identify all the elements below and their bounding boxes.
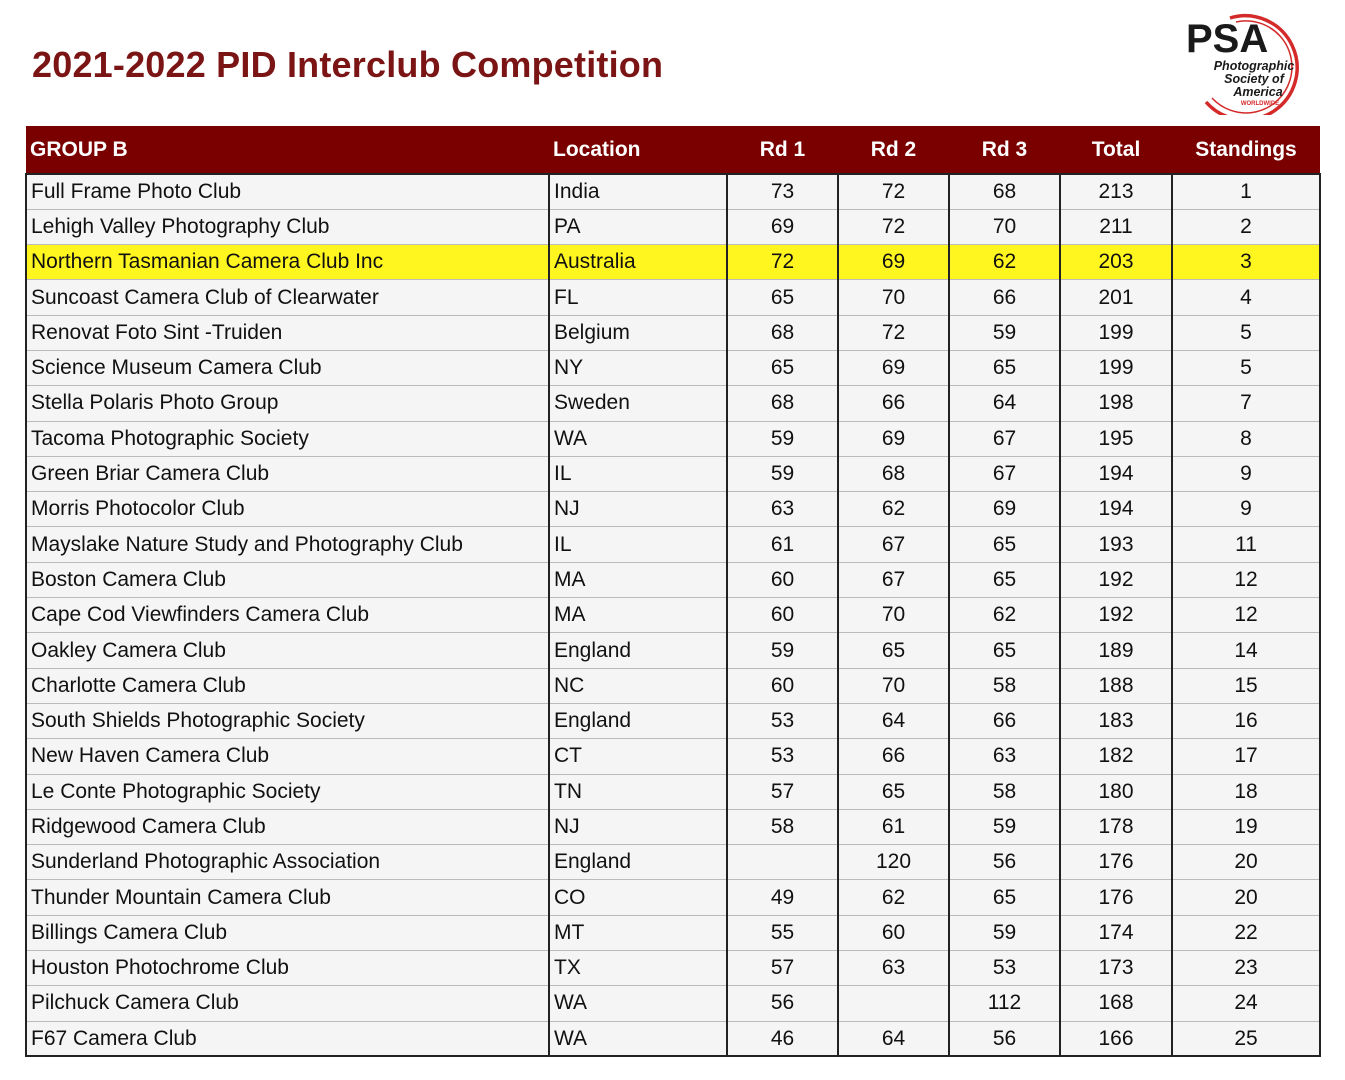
rd1-cell: 58 — [727, 809, 838, 844]
col-header-rd2: Rd 2 — [870, 137, 917, 161]
location-cell: NY — [549, 350, 727, 385]
rd3-cell: 112 — [949, 986, 1060, 1021]
standings-cell: 9 — [1172, 456, 1320, 491]
col-header-location: Location — [553, 137, 641, 161]
rd1-cell — [727, 845, 838, 880]
location-cell: CO — [549, 880, 727, 915]
rd3-cell: 68 — [949, 174, 1060, 209]
rd2-cell: 69 — [838, 245, 949, 280]
rd2-cell: 70 — [838, 668, 949, 703]
table-row — [26, 703, 1320, 738]
standings-cell: 17 — [1172, 739, 1320, 774]
table-row — [26, 421, 1320, 456]
rd3-cell: 65 — [949, 527, 1060, 562]
standings-cell: 14 — [1172, 633, 1320, 668]
page-title: 2021-2022 PID Interclub Competition — [32, 44, 664, 85]
location-cell: India — [549, 174, 727, 209]
rd2-cell: 60 — [838, 915, 949, 950]
club-name-cell: Lehigh Valley Photography Club — [26, 209, 549, 244]
rd2-cell: 70 — [838, 280, 949, 315]
rd3-cell: 67 — [949, 421, 1060, 456]
club-name-cell: Northern Tasmanian Camera Club Inc — [26, 245, 549, 280]
location-cell: IL — [549, 527, 727, 562]
club-name-cell: Le Conte Photographic Society — [26, 774, 549, 809]
standings-cell: 2 — [1172, 209, 1320, 244]
total-cell: 166 — [1060, 1021, 1172, 1056]
rd3-cell: 58 — [949, 668, 1060, 703]
logo-line4: WORLDWIDE — [1240, 101, 1280, 107]
rd2-cell: 61 — [838, 809, 949, 844]
table-row — [26, 809, 1320, 844]
standings-cell: 22 — [1172, 915, 1320, 950]
rd1-cell: 65 — [727, 280, 838, 315]
rd1-cell: 57 — [727, 951, 838, 986]
total-cell: 211 — [1060, 209, 1172, 244]
location-cell: IL — [549, 456, 727, 491]
total-cell: 174 — [1060, 915, 1172, 950]
rd2-cell: 72 — [838, 209, 949, 244]
club-name-cell: Morris Photocolor Club — [26, 492, 549, 527]
total-cell: 195 — [1060, 421, 1172, 456]
table-row — [26, 845, 1320, 880]
location-cell: NC — [549, 668, 727, 703]
club-name-cell: Cape Cod Viewfinders Camera Club — [26, 598, 549, 633]
standings-cell: 20 — [1172, 845, 1320, 880]
table-row — [26, 633, 1320, 668]
standings-cell: 11 — [1172, 527, 1320, 562]
rd1-cell: 61 — [727, 527, 838, 562]
table-row — [26, 315, 1320, 350]
location-cell: PA — [549, 209, 727, 244]
location-cell: England — [549, 845, 727, 880]
standings-cell: 4 — [1172, 280, 1320, 315]
rd3-cell: 64 — [949, 386, 1060, 421]
col-header-total: Total — [1091, 137, 1141, 161]
rd1-cell: 59 — [727, 456, 838, 491]
location-cell: CT — [549, 739, 727, 774]
club-name-cell: Renovat Foto Sint -Truiden — [26, 315, 549, 350]
rd2-cell: 62 — [838, 880, 949, 915]
total-cell: 203 — [1060, 245, 1172, 280]
rd3-cell: 70 — [949, 209, 1060, 244]
rd1-cell: 53 — [727, 703, 838, 738]
rd3-cell: 65 — [949, 633, 1060, 668]
location-cell: NJ — [549, 809, 727, 844]
table-row — [26, 880, 1320, 915]
table-row — [26, 951, 1320, 986]
total-cell: 192 — [1060, 598, 1172, 633]
location-cell: England — [549, 703, 727, 738]
rd1-cell: 49 — [727, 880, 838, 915]
rd2-cell — [838, 986, 949, 1021]
location-cell: MA — [549, 598, 727, 633]
rd2-cell: 72 — [838, 174, 949, 209]
club-name-cell: Boston Camera Club — [26, 562, 549, 597]
total-cell: 182 — [1060, 739, 1172, 774]
standings-cell: 3 — [1172, 245, 1320, 280]
standings-cell: 5 — [1172, 315, 1320, 350]
location-cell: Belgium — [549, 315, 727, 350]
club-name-cell: Billings Camera Club — [26, 915, 549, 950]
table-body — [26, 174, 1320, 1056]
rd2-cell: 68 — [838, 456, 949, 491]
rd1-cell: 73 — [727, 174, 838, 209]
table-row — [26, 386, 1320, 421]
rd1-cell: 46 — [727, 1021, 838, 1056]
rd1-cell: 53 — [727, 739, 838, 774]
club-name-cell: New Haven Camera Club — [26, 739, 549, 774]
total-cell: 194 — [1060, 492, 1172, 527]
col-header-group: GROUP B — [30, 137, 128, 161]
rd3-cell: 56 — [949, 845, 1060, 880]
table-row — [26, 492, 1320, 527]
total-cell: 178 — [1060, 809, 1172, 844]
rd3-cell: 62 — [949, 598, 1060, 633]
location-cell: WA — [549, 421, 727, 456]
rd3-cell: 58 — [949, 774, 1060, 809]
table-row — [26, 915, 1320, 950]
location-cell: England — [549, 633, 727, 668]
location-cell: Australia — [549, 245, 727, 280]
total-cell: 180 — [1060, 774, 1172, 809]
rd2-cell: 69 — [838, 421, 949, 456]
col-header-rd3: Rd 3 — [981, 137, 1028, 161]
rd2-cell: 63 — [838, 951, 949, 986]
location-cell: WA — [549, 986, 727, 1021]
rd1-cell: 55 — [727, 915, 838, 950]
location-cell: FL — [549, 280, 727, 315]
location-cell: Sweden — [549, 386, 727, 421]
standings-cell: 5 — [1172, 350, 1320, 385]
club-name-cell: Green Briar Camera Club — [26, 456, 549, 491]
total-cell: 189 — [1060, 633, 1172, 668]
rd3-cell: 65 — [949, 880, 1060, 915]
rd2-cell: 70 — [838, 598, 949, 633]
location-cell: TN — [549, 774, 727, 809]
total-cell: 176 — [1060, 880, 1172, 915]
rd3-cell: 69 — [949, 492, 1060, 527]
standings-cell: 1 — [1172, 174, 1320, 209]
club-name-cell: Stella Polaris Photo Group — [26, 386, 549, 421]
standings-cell: 20 — [1172, 880, 1320, 915]
rd3-cell: 66 — [949, 703, 1060, 738]
table-row — [26, 280, 1320, 315]
table-header-row — [26, 126, 1320, 174]
rd3-cell: 59 — [949, 915, 1060, 950]
table-row — [26, 598, 1320, 633]
rd1-cell: 60 — [727, 668, 838, 703]
rd1-cell: 65 — [727, 350, 838, 385]
rd2-cell: 66 — [838, 739, 949, 774]
standings-cell: 25 — [1172, 1021, 1320, 1056]
table-row — [26, 350, 1320, 385]
total-cell: 188 — [1060, 668, 1172, 703]
table-row — [26, 668, 1320, 703]
location-cell: WA — [549, 1021, 727, 1056]
rd2-cell: 67 — [838, 562, 949, 597]
standings-cell: 18 — [1172, 774, 1320, 809]
rd3-cell: 63 — [949, 739, 1060, 774]
total-cell: 194 — [1060, 456, 1172, 491]
results-table — [25, 126, 1321, 1057]
rd3-cell: 56 — [949, 1021, 1060, 1056]
rd2-cell: 120 — [838, 845, 949, 880]
rd1-cell: 63 — [727, 492, 838, 527]
total-cell: 168 — [1060, 986, 1172, 1021]
club-name-cell: Pilchuck Camera Club — [26, 986, 549, 1021]
club-name-cell: South Shields Photographic Society — [26, 703, 549, 738]
standings-cell: 24 — [1172, 986, 1320, 1021]
rd2-cell: 64 — [838, 703, 949, 738]
club-name-cell: F67 Camera Club — [26, 1021, 549, 1056]
logo-line3: America — [1233, 85, 1283, 99]
club-name-cell: Sunderland Photographic Association — [26, 845, 549, 880]
table-row — [26, 245, 1320, 280]
club-name-cell: Houston Photochrome Club — [26, 951, 549, 986]
rd3-cell: 66 — [949, 280, 1060, 315]
standings-cell: 16 — [1172, 703, 1320, 738]
standings-cell: 15 — [1172, 668, 1320, 703]
club-name-cell: Ridgewood Camera Club — [26, 809, 549, 844]
table-row — [26, 527, 1320, 562]
total-cell: 199 — [1060, 350, 1172, 385]
rd2-cell: 67 — [838, 527, 949, 562]
rd2-cell: 62 — [838, 492, 949, 527]
rd2-cell: 65 — [838, 633, 949, 668]
col-header-standings: Standings — [1195, 137, 1297, 161]
rd2-cell: 69 — [838, 350, 949, 385]
standings-cell: 9 — [1172, 492, 1320, 527]
rd3-cell: 67 — [949, 456, 1060, 491]
rd2-cell: 65 — [838, 774, 949, 809]
rd1-cell: 60 — [727, 598, 838, 633]
club-name-cell: Science Museum Camera Club — [26, 350, 549, 385]
table-row — [26, 209, 1320, 244]
club-name-cell: Full Frame Photo Club — [26, 174, 549, 209]
rd3-cell: 59 — [949, 809, 1060, 844]
rd3-cell: 65 — [949, 350, 1060, 385]
table-row — [26, 986, 1320, 1021]
standings-cell: 12 — [1172, 562, 1320, 597]
club-name-cell: Mayslake Nature Study and Photography Club — [26, 527, 549, 562]
table-row — [26, 562, 1320, 597]
rd1-cell: 68 — [727, 386, 838, 421]
col-header-rd1: Rd 1 — [759, 137, 806, 161]
standings-cell: 23 — [1172, 951, 1320, 986]
location-cell: NJ — [549, 492, 727, 527]
rd2-cell: 72 — [838, 315, 949, 350]
table-row — [26, 174, 1320, 209]
rd2-cell: 66 — [838, 386, 949, 421]
logo-line2: Society of — [1224, 72, 1284, 86]
logo-acronym: PSA — [1186, 17, 1269, 61]
rd1-cell: 69 — [727, 209, 838, 244]
rd1-cell: 59 — [727, 421, 838, 456]
location-cell: MT — [549, 915, 727, 950]
total-cell: 213 — [1060, 174, 1172, 209]
club-name-cell: Suncoast Camera Club of Clearwater — [26, 280, 549, 315]
table-row — [26, 1021, 1320, 1056]
standings-cell: 8 — [1172, 421, 1320, 456]
total-cell: 183 — [1060, 703, 1172, 738]
rd3-cell: 62 — [949, 245, 1060, 280]
total-cell: 173 — [1060, 951, 1172, 986]
rd1-cell: 59 — [727, 633, 838, 668]
psa-logo-graphic — [1180, 10, 1320, 115]
rd1-cell: 68 — [727, 315, 838, 350]
club-name-cell: Thunder Mountain Camera Club — [26, 880, 549, 915]
location-cell: MA — [549, 562, 727, 597]
total-cell: 198 — [1060, 386, 1172, 421]
rd1-cell: 56 — [727, 986, 838, 1021]
rd2-cell: 64 — [838, 1021, 949, 1056]
table-row — [26, 774, 1320, 809]
location-cell: TX — [549, 951, 727, 986]
table-row — [26, 456, 1320, 491]
standings-cell: 12 — [1172, 598, 1320, 633]
club-name-cell: Charlotte Camera Club — [26, 668, 549, 703]
standings-cell: 7 — [1172, 386, 1320, 421]
club-name-cell: Oakley Camera Club — [26, 633, 549, 668]
rd1-cell: 72 — [727, 245, 838, 280]
total-cell: 176 — [1060, 845, 1172, 880]
rd3-cell: 53 — [949, 951, 1060, 986]
total-cell: 201 — [1060, 280, 1172, 315]
total-cell: 199 — [1060, 315, 1172, 350]
total-cell: 192 — [1060, 562, 1172, 597]
standings-cell: 19 — [1172, 809, 1320, 844]
rd1-cell: 60 — [727, 562, 838, 597]
rd3-cell: 59 — [949, 315, 1060, 350]
rd1-cell: 57 — [727, 774, 838, 809]
psa-logo — [1180, 10, 1320, 115]
table-row — [26, 739, 1320, 774]
club-name-cell: Tacoma Photographic Society — [26, 421, 549, 456]
total-cell: 193 — [1060, 527, 1172, 562]
rd3-cell: 65 — [949, 562, 1060, 597]
logo-line1: Photographic — [1213, 59, 1295, 73]
